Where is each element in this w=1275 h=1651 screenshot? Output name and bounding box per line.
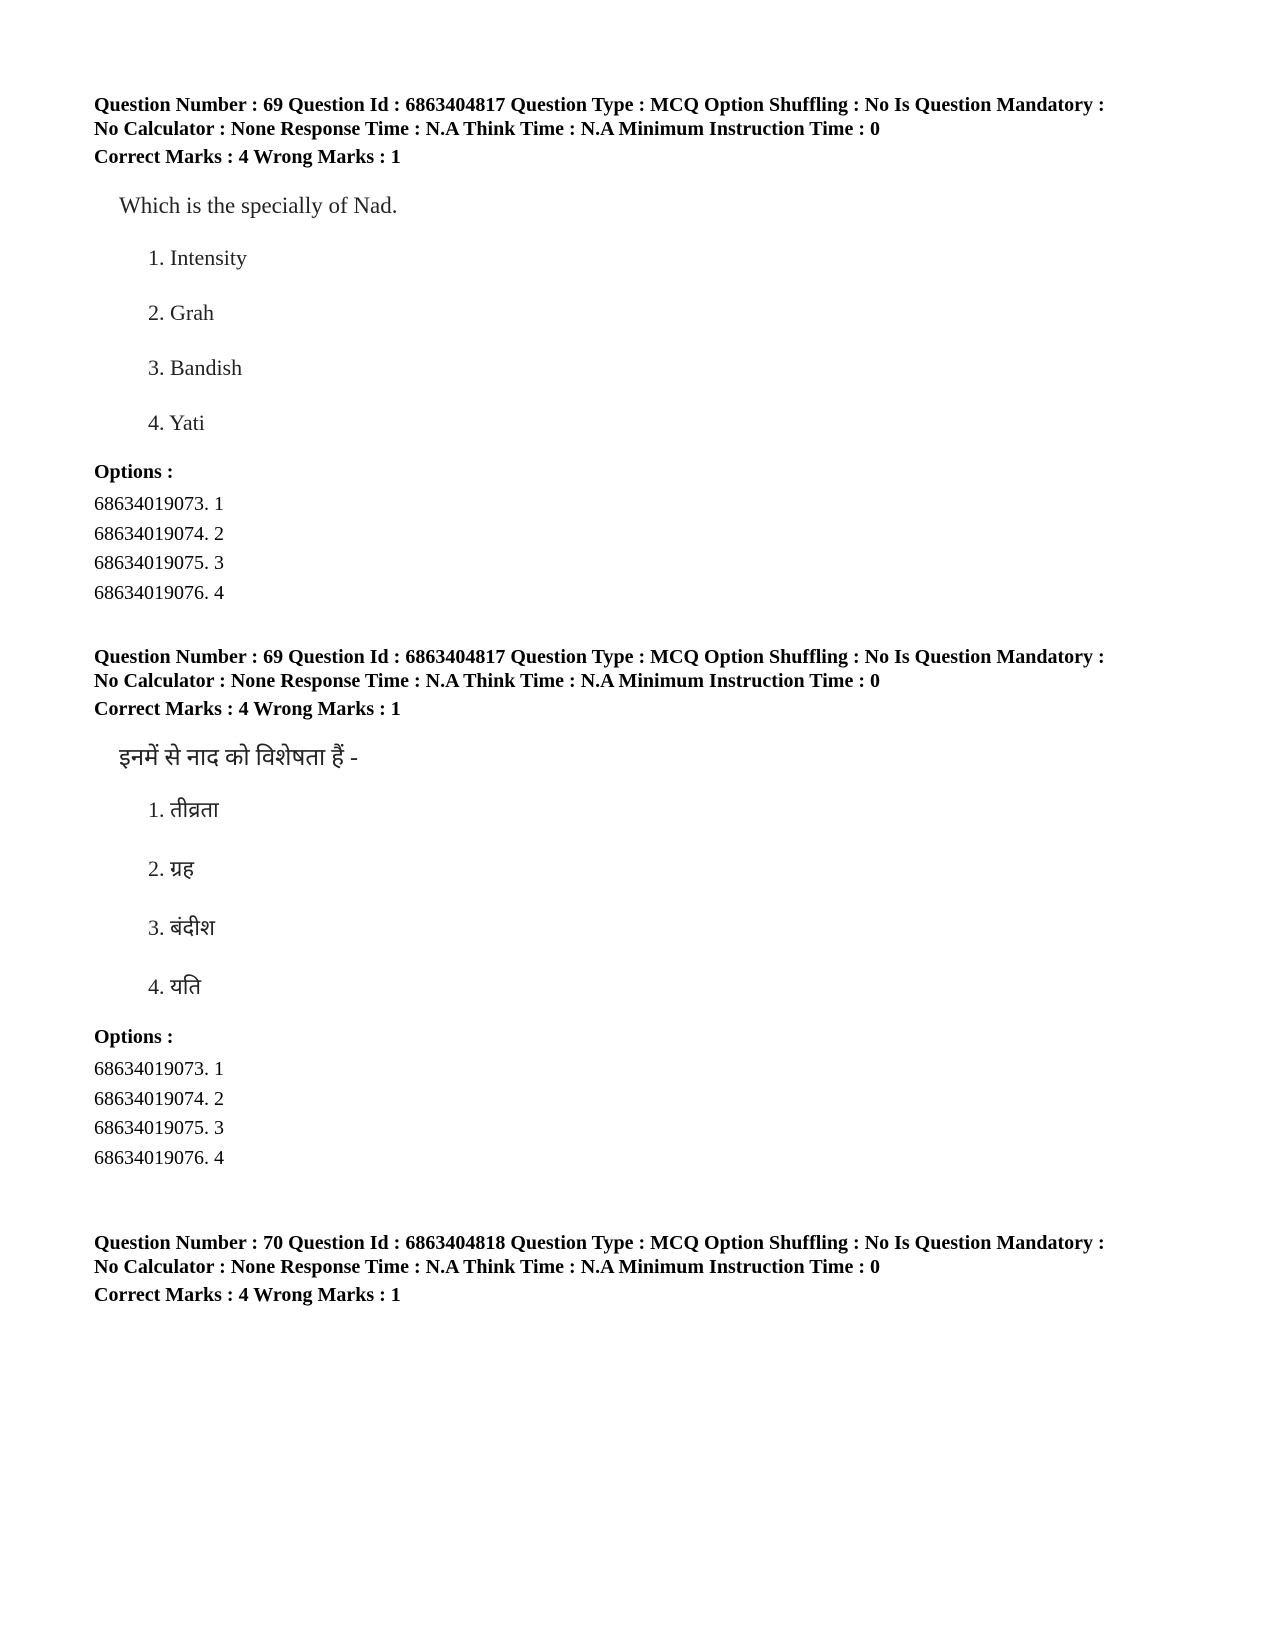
question-block-2 [94,645,1194,1173]
option-item: 68634019073. 1 [94,493,224,515]
question-header-line2: No Calculator : None Response Time : N.A Think Time : N.A Minimum Instruction Time : 0 [94,670,880,692]
question-header-line2: No Calculator : None Response Time : N.A Think Time : N.A Minimum Instruction Time : 0 [94,118,880,140]
question-choices [148,795,1194,1002]
question-choice: 1. Intensity [148,245,247,270]
question-header-line1: Question Number : 70 Question Id : 6863404818 Question Type : MCQ Option Shuffling : No Is Question Mandatory : [94,1232,1105,1254]
option-item: 68634019074. 2 [94,1087,224,1110]
options-title: Options : [94,1026,174,1048]
question-marks: Correct Marks : 4 Wrong Marks : 1 [94,1284,401,1306]
option-item: 68634019075. 3 [94,552,224,574]
question-marks: Correct Marks : 4 Wrong Marks : 1 [94,146,401,168]
options-list [94,490,1194,608]
option-item: 68634019075. 3 [94,1117,224,1139]
question-header [94,645,1194,693]
question-block-1 [94,93,1194,608]
question-choice: 3. बंदीश [148,915,215,940]
options-title: Options : [94,461,174,483]
options-list [94,1055,1194,1173]
question-block-3 [94,1231,1194,1307]
question-choice: 4. Yati [148,410,205,435]
question-marks: Correct Marks : 4 Wrong Marks : 1 [94,698,401,720]
question-image [94,743,1194,1002]
question-header [94,1231,1194,1279]
option-item: 68634019074. 2 [94,522,224,545]
question-choice: 4. यति [148,974,201,999]
question-header-line1: Question Number : 69 Question Id : 6863404817 Question Type : MCQ Option Shuffling : No Is Question Mandatory : [94,646,1105,668]
question-header [94,93,1194,141]
question-choices [148,243,1194,438]
question-header-line1: Question Number : 69 Question Id : 6863404817 Question Type : MCQ Option Shuffling : No Is Question Mandatory : [94,94,1105,116]
question-choice: 2. ग्रह [148,856,195,881]
question-text: Which is the specially of Nad. [119,193,398,218]
question-choice: 3. Bandish [148,355,243,380]
option-item: 68634019076. 4 [94,1146,224,1169]
question-text: इनमें से नाद को विशेषता हैं - [119,745,358,771]
question-header-line2: No Calculator : None Response Time : N.A Think Time : N.A Minimum Instruction Time : 0 [94,1256,880,1278]
option-item: 68634019073. 1 [94,1058,224,1080]
option-item: 68634019076. 4 [94,581,224,604]
question-choice: 1. तीव्रता [148,797,219,822]
question-image [94,191,1194,438]
question-choice: 2. Grah [148,300,214,325]
